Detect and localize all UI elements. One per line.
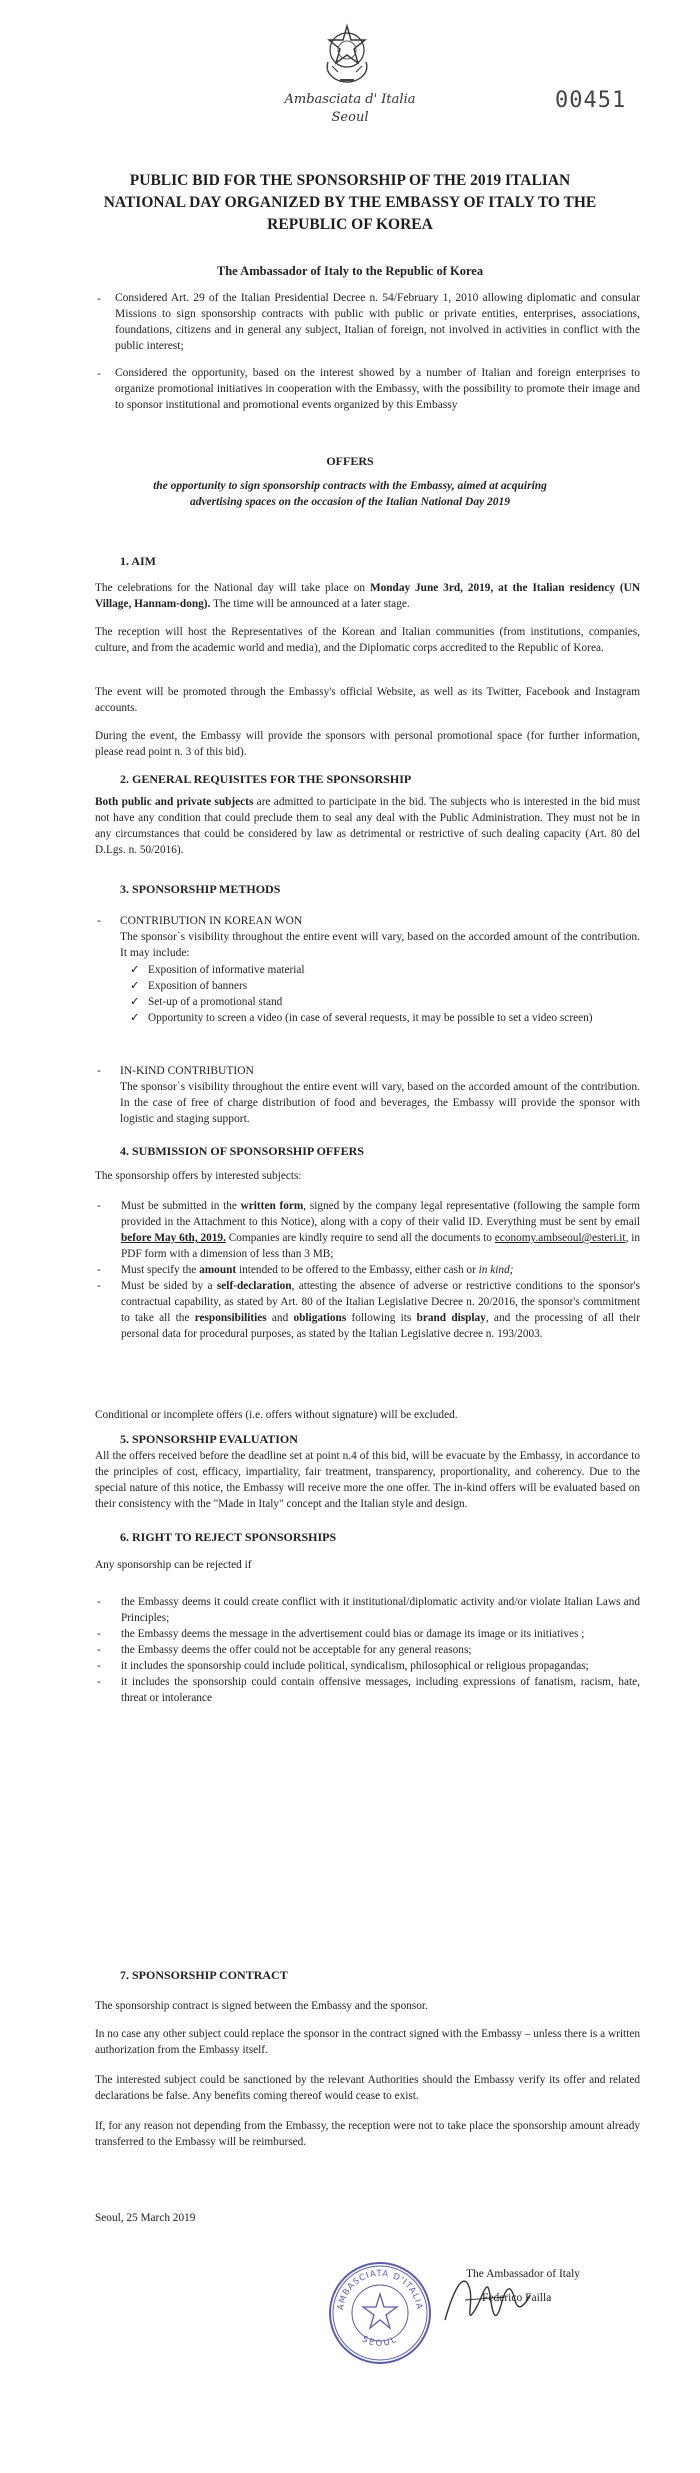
aim-paragraph-3: The event will be promoted through the Embassy's official Website, as well as its Twitter, Facebook and Instagram accounts. xyxy=(95,686,640,714)
embassy-city: Seoul xyxy=(331,110,369,125)
reject-list xyxy=(95,1594,640,1706)
stamp-text-bottom: SEOUL xyxy=(360,2334,400,2349)
dash-icon: - xyxy=(97,1660,101,1672)
section-heading-general: 2. GENERAL REQUISITES FOR THE SPONSORSHIP xyxy=(120,772,412,786)
checkmark-icon: ✓ xyxy=(130,996,140,1008)
list-item xyxy=(95,1262,640,1278)
kind-title: IN-KIND CONTRIBUTION xyxy=(120,1065,254,1077)
deadline: before May 6th, 2019. xyxy=(121,1232,226,1244)
item-text: intended to be offered to the Embassy, either cash or xyxy=(236,1264,479,1276)
signatory-name: Federico Failla xyxy=(482,2292,552,2304)
item-text: and xyxy=(266,1312,294,1324)
aim-paragraph-2: The reception will host the Representatives of the Korean and Italian communities (from institutions, companies, culture, and from the academic world and media), and the Diplomatic corps accredited to the Republic of Korea. xyxy=(95,626,640,654)
checkmark-icon: ✓ xyxy=(130,1012,140,1024)
section-heading-aim: 1. AIM xyxy=(120,554,156,568)
embassy-name: Ambasciata d' Italia xyxy=(284,92,416,107)
list-item xyxy=(130,1010,640,1026)
list-item-text: it includes the sponsorship could include political, syndicalism, philosophical or religious propagandas; xyxy=(121,1660,589,1672)
aim-paragraph-4: During the event, the Embassy will provide the sponsors with personal promotional space (for further information, please read point n. 3 of this bid). xyxy=(95,730,640,758)
evaluation-paragraph: All the offers received before the deadline set at point n.4 of this bid, will be evacuate by the Embassy, in accordance to the principles of cost, efficacy, impartiality, fair treatment, transparency, proportionality, and coherency. Due to the special nature of this notice, the Embassy will receive more the one offer. The in-kind offers will be evaluated based on their consistency with the "Made in Italy" concept and the Italian style and design. xyxy=(95,1450,640,1510)
item-text: Must be submitted in the xyxy=(121,1200,241,1212)
item-bold: written form xyxy=(240,1200,304,1212)
title-line: NATIONAL DAY ORGANIZED BY THE EMBASSY OF ITALY TO THE xyxy=(103,194,597,211)
contract-paragraph-1: The sponsorship contract is signed between the Embassy and the sponsor. xyxy=(95,2000,428,2012)
aim-paragraph-1 xyxy=(95,580,640,612)
list-item-text: the Embassy deems it could create conflict with it institutional/diplomatic activity and/or violate Italian Laws and Principles; xyxy=(121,1596,640,1624)
offers-line: the opportunity to sign sponsorship contracts with the Embassy, aimed at acquiring xyxy=(153,480,547,492)
title-line: PUBLIC BID FOR THE SPONSORSHIP OF THE 2019 ITALIAN xyxy=(129,172,571,189)
list-item xyxy=(130,962,640,978)
reject-intro: Any sponsorship can be rejected if xyxy=(95,1559,252,1571)
offers-line: advertising spaces on the occasion of the Italian National Day 2019 xyxy=(189,496,511,508)
won-title: CONTRIBUTION IN KOREAN WON xyxy=(120,915,303,927)
submission-closing: Conditional or incomplete offers (i.e. offers without signature) will be excluded. xyxy=(95,1409,458,1421)
section-heading-evaluation: 5. SPONSORSHIP EVALUATION xyxy=(120,1432,298,1446)
general-bold: Both public and private subjects xyxy=(95,796,254,808)
place-date: Seoul, 25 March 2019 xyxy=(95,2212,196,2224)
item-text: , in PDF form with a dimension of less than 3 MB; xyxy=(121,1232,640,1260)
dash-icon: - xyxy=(97,1644,101,1656)
list-item xyxy=(95,1642,640,1658)
list-item xyxy=(95,1674,640,1706)
protocol-number: 00451 xyxy=(555,88,627,113)
item-bold: obligations xyxy=(293,1312,347,1324)
dash-icon: - xyxy=(97,368,101,380)
title-line: REPUBLIC OF KOREA xyxy=(267,216,433,233)
svg-text:AMBASCIATA D'ITALIA xyxy=(336,2269,424,2311)
checkmark-icon: ✓ xyxy=(130,980,140,992)
document-title xyxy=(80,170,620,236)
aim-date-location: Monday June 3rd, 2019, at the Italian residency (UN Village, Hannam-dong). xyxy=(95,582,640,610)
list-item-text: Opportunity to screen a video (in case of several requests, it may be possible to set a video screen) xyxy=(148,1012,593,1024)
contract-paragraph-2: In no case any other subject could replace the sponsor in the contract signed with the Embassy – unless there is a written authorization from the Embassy itself. xyxy=(95,2028,640,2056)
list-item xyxy=(95,1198,640,1262)
aim-text: The time will be announced at a later stage. xyxy=(210,598,410,610)
list-item xyxy=(95,1626,640,1642)
dash-icon: - xyxy=(97,1065,101,1077)
won-text: The sponsor`s visibility throughout the entire event will vary, based on the accorded amount of the contribution. It may include: xyxy=(120,931,640,959)
list-item-text: the Embassy deems the offer could not be acceptable for any general reasons; xyxy=(121,1644,472,1656)
list-item xyxy=(130,978,640,994)
email-link[interactable]: economy.ambseoul@esteri.it xyxy=(494,1232,626,1244)
dash-icon: - xyxy=(97,1676,101,1688)
stamp-text-top: AMBASCIATA D'ITALIA xyxy=(336,2268,424,2311)
submission-intro: The sponsorship offers by interested subjects: xyxy=(95,1170,302,1182)
embassy-stamp-icon xyxy=(325,2258,435,2368)
list-item-text: Set-up of a promotional stand xyxy=(148,996,283,1008)
dash-icon: - xyxy=(97,915,101,927)
dash-icon: - xyxy=(97,1200,101,1212)
item-text: , signed by the company legal representative (following the sample form provided in the Attachment to this Notice), along with a copy of their valid ID. Everything must be sent by email xyxy=(121,1200,640,1228)
considered-paragraph: Considered Art. 29 of the Italian Presidential Decree n. 54/February 1, 2010 allowing diplomatic and consular Missions to sign sponsorship contracts with public with public or private entities, enterprises, associations, foundations, citizens and in general any subject, Italian of foreign, not involved in activities in conflict with the public interest; xyxy=(115,292,640,352)
list-item-text: Exposition of informative material xyxy=(148,964,305,976)
checkmark-icon: ✓ xyxy=(130,964,140,976)
dash-icon: - xyxy=(97,293,101,305)
item-italic: in kind; xyxy=(478,1264,514,1276)
dash-icon: - xyxy=(97,1264,101,1276)
list-item xyxy=(95,1278,640,1342)
item-text: Must specify the xyxy=(121,1264,200,1276)
item-bold: brand display xyxy=(416,1312,486,1324)
section-heading-submission: 4. SUBMISSION OF SPONSORSHIP OFFERS xyxy=(120,1144,364,1158)
list-item xyxy=(95,1594,640,1626)
contract-paragraph-3: The interested subject could be sanctioned by the relevant Authorities should the Embassy verify its offer and related declarations be false. Any benefits coming thereof would cease to exist. xyxy=(95,2074,640,2102)
dash-icon: - xyxy=(97,1596,101,1608)
offers-heading: OFFERS xyxy=(326,454,374,468)
list-item-text: Exposition of banners xyxy=(148,980,248,992)
dash-icon: - xyxy=(97,1280,101,1292)
list-item-text: the Embassy deems the message in the advertisement could bias or damage its image or its initiatives ; xyxy=(121,1628,585,1640)
ambassador-heading: The Ambassador of Italy to the Republic of Korea xyxy=(216,264,484,278)
item-text: Companies are kindly require to send all the documents to xyxy=(225,1232,495,1244)
svg-text:SEOUL xyxy=(360,2334,399,2348)
list-item xyxy=(95,1658,640,1674)
italian-emblem-icon xyxy=(318,22,376,88)
general-paragraph xyxy=(95,794,640,858)
submission-list xyxy=(95,1198,640,1342)
item-text: following its xyxy=(346,1312,417,1324)
item-bold: amount xyxy=(199,1264,237,1276)
contract-paragraph-4: If, for any reason not depending from the Embassy, the reception were not to take place the sponsorship amount already transferred to the Embassy will be reimbursed. xyxy=(95,2120,640,2148)
item-bold: responsibilities xyxy=(194,1312,267,1324)
section-heading-methods: 3. SPONSORSHIP METHODS xyxy=(120,882,281,896)
general-text: are admitted to participate in the bid. The subjects who is interested in the bid must not have any condition that could preclude them to seal any deal with the Public Administration. They must not be in any circumstances that could be considered by law as detrimental or restrictive of such dealing capacity (Art. 80 del D.Lgs. n. 50/2016). xyxy=(95,796,640,856)
item-text: , attesting the absence of adverse or restrictive conditions to the sponsor's contractual capability, as stated by Art. 80 of the Italian Legislative Decree n. 20/2016, the sponsor's commitment to take all the xyxy=(121,1280,640,1324)
considered-paragraph: Considered the opportunity, based on the interest showed by a number of Italian and foreign enterprises to organize promotional initiatives in cooperation with the Embassy, with the possibility to promote their image and to sponsor institutional and promotional events organized by this Embassy xyxy=(115,367,640,411)
item-text: Must be sided by a xyxy=(121,1280,217,1292)
section-heading-contract: 7. SPONSORSHIP CONTRACT xyxy=(120,1968,288,1982)
aim-text: The celebrations for the National day will take place on xyxy=(95,582,370,594)
list-item-text: it includes the sponsorship could contain offensive messages, including expressions of fanatism, racism, hate, threat or intolerance xyxy=(121,1676,640,1704)
item-bold: self-declaration xyxy=(216,1280,292,1292)
list-item xyxy=(130,994,640,1010)
item-text: , and the processing of all their personal data for procedural purposes, as stated by the Italian Legislative decree n. 193/2003. xyxy=(121,1312,640,1340)
section-heading-reject: 6. RIGHT TO REJECT SPONSORSHIPS xyxy=(120,1530,337,1544)
kind-text: The sponsor`s visibility throughout the entire event will vary, based on the accorded amount of the contribution. In the case of free of charge distribution of food and beverages, the Embassy will provide the sponsor with logistic and staging support. xyxy=(120,1081,640,1125)
won-items xyxy=(130,962,640,1026)
dash-icon: - xyxy=(97,1628,101,1640)
signatory-title: The Ambassador of Italy xyxy=(466,2268,581,2280)
